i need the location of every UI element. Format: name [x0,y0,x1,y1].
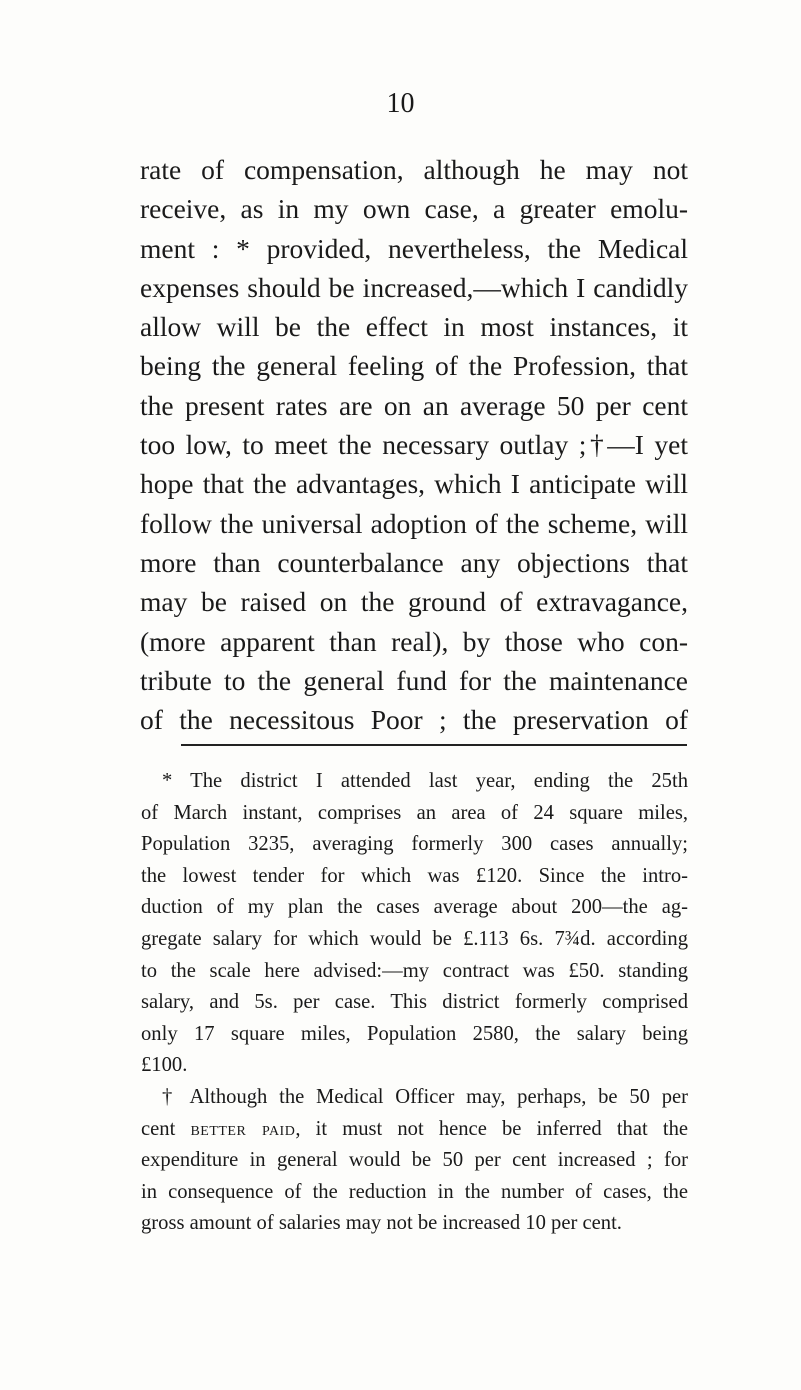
text-line: (more apparent than real), by those who con- [140,625,688,657]
footnote-text: cent [141,1117,191,1140]
footnote-line: only 17 square miles, Population 2580, the salary being [141,1022,688,1045]
text-line: of the necessitous Poor ; the preservation of [140,704,688,736]
footnote-line: * The district I attended last year, ending the 25th [162,770,688,792]
footnote-asterisk [141,766,688,1082]
page-number: 10 [386,88,415,119]
text-line: receive, as in my own case, a greater emolu- [140,193,688,225]
text-line: too low, to meet the necessary outlay ;†—I yet [140,429,688,461]
footnote-line: Population 3235, averaging formerly 300 cases annually; [141,833,688,856]
footnote-dagger [141,1082,688,1240]
text-line: allow will be the effect in most instances, it [140,311,688,343]
footnote-line: salary, and 5s. per case. This district formerly comprised [141,991,688,1014]
footnote-line: gross amount of salaries may not be increased 10 per cent. [141,1212,622,1235]
text-line: more than counterbalance any objections that [140,546,688,578]
footnotes [141,766,688,1240]
text-line: follow the universal adoption of the scheme, will [140,507,688,539]
footnote-line: the lowest tender for which was £120. Since the intro- [141,864,688,887]
footnote-line: † Although the Medical Officer may, perhaps, be 50 per [162,1085,688,1108]
main-text [140,150,688,739]
footnote-line: gregate salary for which would be £.113 6s. 7¾d. according [141,927,688,950]
text-line: tribute to the general fund for the maintenance [140,664,688,696]
text-line: hope that the advantages, which I anticipate will [140,468,688,500]
footnote-line: expenditure in general would be 50 per cent increased ; for [141,1149,688,1172]
footnote-line: duction of my plan the cases average about 200—the ag- [141,896,688,919]
footnote-rule [181,744,687,746]
text-line: being the general feeling of the Profession, that [140,350,688,382]
footnote-line: £100. [141,1054,188,1077]
footnote-line: in consequence of the reduction in the number of cases, the [141,1180,688,1203]
text-line: ment : * provided, nevertheless, the Medical [140,232,688,264]
text-line: the present rates are on an average 50 per cent [140,389,688,421]
footnote-text: , it must not hence be inferred that the [295,1117,689,1140]
text-line: rate of compensation, although he may not [140,154,688,185]
footnote-line [141,1114,688,1146]
text-line: may be raised on the ground of extravagance, [140,586,688,618]
footnote-line: of March instant, comprises an area of 24 square miles, [141,801,688,824]
emphasis-smallcaps: better paid [190,1117,296,1140]
text-line: expenses should be increased,—which I candidly [140,271,688,303]
footnote-line: to the scale here advised:—my contract was £50. standing [141,959,688,982]
